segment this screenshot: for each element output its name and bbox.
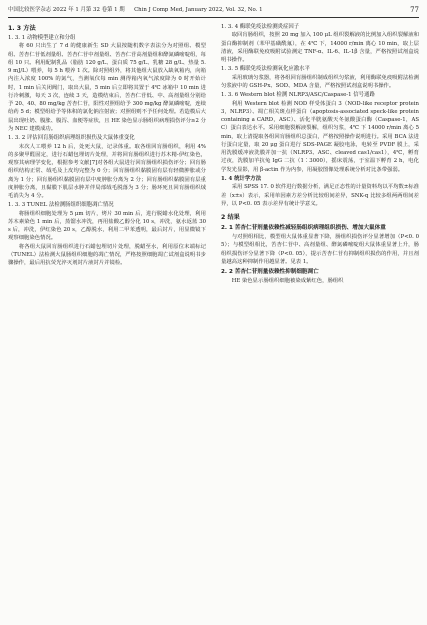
subheading-western-blot: 1. 3. 6 Western blot 检测 NLRP3/ASC/Caspase-1 信号通路 (221, 92, 375, 99)
journal-title-en: Chin J Comp Med, January 2022, Vol. 32, No. 1 (134, 7, 263, 13)
right-column (221, 22, 419, 285)
subheading-animal-model: 1. 3. 1 动物模型建立和分组 (8, 35, 76, 41)
paragraph-animal-model: 将 60 只出生了 7 d 的健康新生 SD 大鼠按随机数字表法分为对照组、模型组、苦杏仁苷低剂量组、苦杏仁苷中剂量组、苦杏仁苷高剂量组和酵氮磷嘧啶组，每组 10 只。利用配制乳品（脂肪 120 g/L、蛋白质 75 g/L、乳糖 28 g/L、热量 5. 9 mJ/L）喂养，每 5 h 喂养 1 次。除对照组外，将其他组大鼠放入缺氧箱内，向箱内注入浓度 100% 的氮气，当测氧仪每 min 测得箱内氧气浓度降为 0 时开始计时，1 min 后关闭阀门，取出大鼠，5 min 后立即将其置于 4℃ 冰箱中 10 min 进行冷刺激，每天 3 次，连续 3 天，造模结束后，苦杏仁苷低、中、高剂量组分别给予 20、40、80 mg/kg 苦杏仁苷，阳性对照组给予 300 mg/kg 酵氮磷嘧啶，连续给药 5 d；模型组给予等体积的氯化钠注射液；对照组则不予任何处理。若造模后大鼠出现吐奶、腹胀、腹泻、血便等症状，且 HE 染色显示肠组织病理损伤评分≥2 分为 NEC 建模成功。 (8, 43, 206, 132)
paragraph-result-2-1: 与对照组相比，模型组大鼠体重显著下降，肠组织损伤评分显著增加（P<0. 05）；与模型组相比，苦杏仁苷中、高剂量组、酵氮磷嘧啶组大鼠体重显著上升，肠组织损伤评分显著下降（P<0. 05），提示苦杏仁苷有抑制组织损伤的作用，并且剂量越高这种抑制作用越显著。见表 1。 (221, 234, 419, 265)
subheading-tunel: 1. 3. 3 TUNEL 法检测肠组织细胞凋亡情况 (8, 202, 114, 209)
paragraph-elisa-inflammation: 取回肓肠组织，按照 20 mg 加入 100 μL 组织裂解液的比例加入组织裂解液和蛋白酶抑制剂（苯甲基磺酰氟），在 4℃ 下，14000 r/min 离心 10 min，取上层清液，采用酶联免疫吸附试验测定 TNF-α、IL-6、IL-1β 含量，严格按照试剂盒说明书操作。 (221, 32, 419, 64)
subheading-result-2-1: 2. 1 苦杏仁苷剂量依赖性减轻肠组织病理组织损伤、增加大鼠体重 (221, 225, 386, 232)
paragraph-he-staining: 将肠组织细胞处理为 5 μm 切片，烤片 30 min 后，进行脱蜡水化处理，利用苏木素染色 1 min 后，蒸馏水冲洗，再用盐酸乙醇分化 10 s，冲洗，氨水返蓝 30 s 后，冲洗，伊红染色 20 s，乙醇脱水，利用二甲苯透明，最后封片，用显微镜下观察细胞染色情况。 (8, 210, 206, 242)
paragraph-oxidative-stress: 采用玻璃匀浆器，将各组回肓肠组织制成组织匀浆液，利用酶联免疫吸附法检测匀浆液中的 GSH-Px、SOD、MDA 含量，严格按照试剂盒说明书操作。 (221, 74, 419, 90)
page-number: 77 (410, 6, 419, 14)
journal-title-cn: 中国比较医学杂志 2022 年 1 月第 32 卷第 1 期 (8, 7, 125, 13)
section-heading-methods: 1. 3 方法 (8, 25, 36, 32)
running-header (8, 4, 419, 16)
subheading-result-2-2: 2. 2 苦杏仁苷剂量依赖性抑制细胞凋亡 (221, 269, 319, 276)
subheading-elisa-inflammation: 1. 3. 4 酶联免疫法检测炎症因子 (221, 24, 300, 30)
paragraph-tunel: 将各组大鼠回肓肠组织进行石蜡包埋切片处理，脱蜡至水，利用原位末端标记（TUNEL）法检测大鼠肠组织细胞的凋亡情况，严格按照细胞凋亡试剂盒说明书步骤操作，最后用抗荧光淬灭剂封片液封片并镜检。 (8, 243, 206, 267)
paragraph-western-blot: 利用 Western blot 检测 NOD 样受体蛋白 3（NOD-like receptor protein 3，NLRP3）、凋亡相关斑点样蛋白（apoptosis-associated speck-like protein containing a CARD，ASC）、活化半胱氨酸天冬氨酸蛋白酶（Caspase-1，ASC）蛋白表达水平。采用细胞裂解液裂解，组织匀浆，4℃ 下 14000 r/min 离心 5 min，取上清提取各组回肓肠组织总蛋白，严格按照操作说明进行。采用 BCA 法进行蛋白定量，取 20 μg 蛋白进行 SDS-PAGE 凝胶电泳，电转至 PVDF 膜上，采用洗膜缓冲液洗膜并加一抗（NLRP3、ASC、cleaved cas1/cas1），4℃，孵育过夜，洗膜加羊抗兔 IgG 二抗（1∶3000），摇床震荡，于室温下孵育 2 h，电化学发光显影，用 β-actin 作为内参，用凝胶图像处理系统分析对比条带强弱。 (221, 100, 419, 173)
subheading-oxidative-stress: 1. 3. 5 酶联免疫法检测氧化应激水平 (221, 66, 310, 73)
subheading-statistics: 1. 4 统计学方法 (221, 175, 262, 182)
paragraph-statistics: 采用 SPSS 17. 0 软件进行数据分析，满足正态性的计量资料均以平均数±标准差（x±s）表示，采用单因素方差分析比较组间差异，SNK-q 比较多组两两组间差异，以 P<0. 05 表示差异有统计学意义。 (221, 184, 419, 207)
paragraph-result-2-2: HE 染色显示肠组织细胞被染成紫红色，肠组织 (231, 278, 344, 285)
section-heading-results: 2 结果 (221, 214, 240, 222)
subheading-pathology: 1. 3. 2 评估回肓肠组织病理组织损伤及大鼠体重变化 (8, 135, 135, 142)
left-column (8, 22, 206, 267)
paragraph-pathology: 末次人工喂养 12 h 后，处死大鼠，记录体重。取各组回肓肠组织，利用 4% 的多聚甲醛固定，进行石蜡包埋切片处理，并将回肓肠组织进行苏木精-伊红染色，观察其病理学变化，根据参考文献[7]对各组大鼠进行回肓肠组织损伤评分；回肓肠组织结构正常、绒毛及上皮均完整为 0 分；回肓肠组织黏膜固有层有轻微肿胀或分离为 1 分；回肓肠组织黏膜固有层中度肿胀分离为 2 分；回肓肠组织黏膜固有层重度肿胀分离，且黏膜下肌层水肿并伴局部绒毛脱落为 3 分；肠环死且回肓肠组织绒毛消失为 4 分。 (8, 143, 206, 200)
header-rule (8, 17, 419, 18)
